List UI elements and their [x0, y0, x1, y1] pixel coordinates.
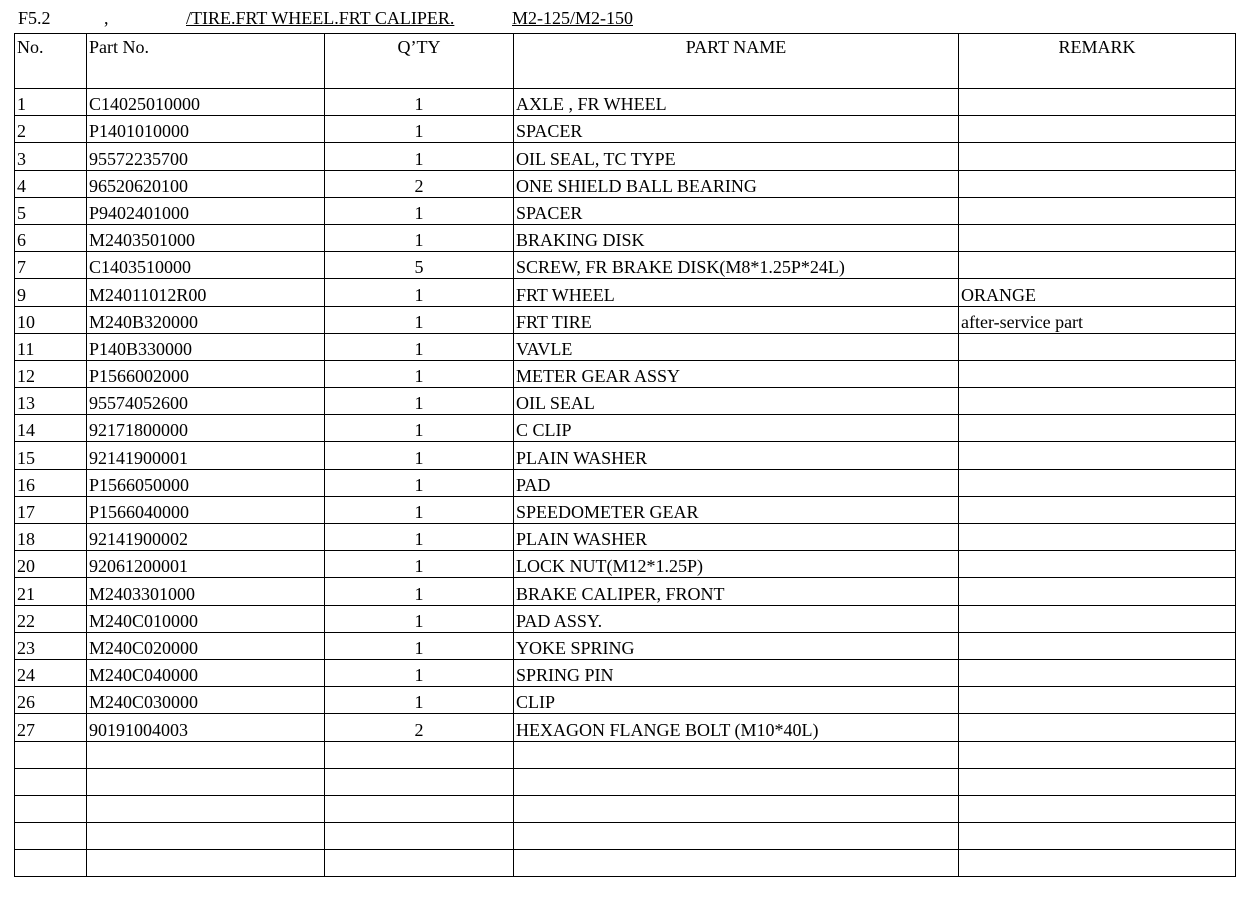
- cell-no: 16: [15, 469, 87, 496]
- cell-part-name: SPACER: [514, 197, 959, 224]
- cell-part-no: M240C030000: [87, 687, 325, 714]
- table-row: [15, 795, 1236, 822]
- parts-table-body: [15, 89, 1236, 877]
- cell-part-no: [87, 741, 325, 768]
- column-header-qty: Q’TY: [325, 34, 514, 89]
- cell-part-no: P140B330000: [87, 333, 325, 360]
- cell-qty: 1: [325, 605, 514, 632]
- cell-qty: [325, 850, 514, 877]
- cell-qty: 1: [325, 659, 514, 686]
- cell-part-name: BRAKING DISK: [514, 224, 959, 251]
- cell-part-no: C14025010000: [87, 89, 325, 116]
- cell-part-name: CLIP: [514, 687, 959, 714]
- cell-part-no: M2403301000: [87, 578, 325, 605]
- cell-part-name: SPRING PIN: [514, 659, 959, 686]
- cell-remark: [959, 605, 1236, 632]
- section-title: /TIRE.FRT WHEEL.FRT CALIPER.: [186, 8, 455, 28]
- cell-remark: [959, 197, 1236, 224]
- cell-part-no: M240B320000: [87, 306, 325, 333]
- table-row: [15, 714, 1236, 741]
- cell-no: [15, 768, 87, 795]
- cell-part-no: [87, 823, 325, 850]
- table-row: [15, 687, 1236, 714]
- cell-qty: 1: [325, 469, 514, 496]
- cell-no: 10: [15, 306, 87, 333]
- cell-no: 4: [15, 170, 87, 197]
- cell-part-no: 92141900001: [87, 442, 325, 469]
- cell-part-no: P1401010000: [87, 116, 325, 143]
- model-name: M2-125/M2-150: [512, 8, 633, 28]
- cell-part-name: YOKE SPRING: [514, 632, 959, 659]
- cell-no: 15: [15, 442, 87, 469]
- cell-no: 21: [15, 578, 87, 605]
- table-row: [15, 415, 1236, 442]
- cell-part-no: [87, 768, 325, 795]
- cell-no: 5: [15, 197, 87, 224]
- table-row: [15, 143, 1236, 170]
- table-row: [15, 469, 1236, 496]
- cell-no: 7: [15, 252, 87, 279]
- cell-qty: 1: [325, 415, 514, 442]
- cell-remark: [959, 850, 1236, 877]
- cell-part-name: AXLE , FR WHEEL: [514, 89, 959, 116]
- cell-qty: [325, 768, 514, 795]
- cell-part-name: PAD: [514, 469, 959, 496]
- cell-part-name: [514, 768, 959, 795]
- cell-remark: [959, 415, 1236, 442]
- cell-qty: 1: [325, 89, 514, 116]
- cell-qty: 1: [325, 442, 514, 469]
- table-row: [15, 578, 1236, 605]
- cell-remark: [959, 578, 1236, 605]
- cell-qty: 1: [325, 333, 514, 360]
- cell-part-name: C CLIP: [514, 415, 959, 442]
- cell-remark: [959, 659, 1236, 686]
- cell-part-name: FRT TIRE: [514, 306, 959, 333]
- cell-part-no: M2403501000: [87, 224, 325, 251]
- cell-qty: 1: [325, 496, 514, 523]
- cell-remark: [959, 768, 1236, 795]
- column-header-part-no: Part No.: [87, 34, 325, 89]
- cell-remark: [959, 687, 1236, 714]
- cell-part-no: 95572235700: [87, 143, 325, 170]
- cell-remark: [959, 632, 1236, 659]
- cell-qty: 1: [325, 578, 514, 605]
- table-row: [15, 306, 1236, 333]
- cell-qty: 1: [325, 551, 514, 578]
- cell-no: [15, 823, 87, 850]
- cell-qty: 1: [325, 360, 514, 387]
- cell-part-name: PLAIN WASHER: [514, 442, 959, 469]
- cell-qty: [325, 823, 514, 850]
- cell-remark: [959, 469, 1236, 496]
- cell-part-name: LOCK NUT(M12*1.25P): [514, 551, 959, 578]
- cell-part-no: M240C040000: [87, 659, 325, 686]
- cell-no: 22: [15, 605, 87, 632]
- table-row: [15, 89, 1236, 116]
- cell-part-no: 92061200001: [87, 551, 325, 578]
- header-comma: ,: [104, 8, 109, 28]
- cell-remark: [959, 496, 1236, 523]
- cell-part-name: ONE SHIELD BALL BEARING: [514, 170, 959, 197]
- cell-remark: [959, 143, 1236, 170]
- table-row: [15, 252, 1236, 279]
- cell-no: [15, 795, 87, 822]
- cell-remark: ORANGE: [959, 279, 1236, 306]
- cell-qty: 5: [325, 252, 514, 279]
- cell-part-no: P1566040000: [87, 496, 325, 523]
- cell-no: 23: [15, 632, 87, 659]
- cell-no: 20: [15, 551, 87, 578]
- cell-part-no: 90191004003: [87, 714, 325, 741]
- cell-part-name: SPEEDOMETER GEAR: [514, 496, 959, 523]
- cell-remark: [959, 823, 1236, 850]
- cell-remark: [959, 89, 1236, 116]
- table-row: [15, 632, 1236, 659]
- table-row: [15, 551, 1236, 578]
- cell-part-name: HEXAGON FLANGE BOLT (M10*40L): [514, 714, 959, 741]
- table-row: [15, 442, 1236, 469]
- cell-qty: 1: [325, 524, 514, 551]
- cell-remark: [959, 741, 1236, 768]
- cell-part-name: BRAKE CALIPER, FRONT: [514, 578, 959, 605]
- table-row: [15, 279, 1236, 306]
- cell-part-no: 96520620100: [87, 170, 325, 197]
- cell-part-no: 95574052600: [87, 388, 325, 415]
- cell-part-no: P9402401000: [87, 197, 325, 224]
- cell-no: 18: [15, 524, 87, 551]
- column-header-remark: REMARK: [959, 34, 1236, 89]
- cell-remark: [959, 551, 1236, 578]
- table-row: [15, 170, 1236, 197]
- cell-remark: [959, 524, 1236, 551]
- cell-part-no: [87, 850, 325, 877]
- cell-no: 2: [15, 116, 87, 143]
- cell-part-name: OIL SEAL: [514, 388, 959, 415]
- cell-remark: [959, 714, 1236, 741]
- cell-no: 6: [15, 224, 87, 251]
- cell-remark: [959, 116, 1236, 143]
- cell-qty: 2: [325, 714, 514, 741]
- table-row: [15, 388, 1236, 415]
- cell-remark: [959, 795, 1236, 822]
- cell-qty: 1: [325, 388, 514, 415]
- cell-no: 24: [15, 659, 87, 686]
- cell-part-name: [514, 795, 959, 822]
- table-row: [15, 333, 1236, 360]
- cell-part-no: 92171800000: [87, 415, 325, 442]
- cell-part-name: SPACER: [514, 116, 959, 143]
- column-header-no: No.: [15, 34, 87, 89]
- cell-no: 26: [15, 687, 87, 714]
- table-row: [15, 850, 1236, 877]
- cell-part-name: METER GEAR ASSY: [514, 360, 959, 387]
- cell-qty: [325, 795, 514, 822]
- cell-no: 17: [15, 496, 87, 523]
- table-row: [15, 741, 1236, 768]
- cell-part-no: M240C010000: [87, 605, 325, 632]
- table-row: [15, 524, 1236, 551]
- cell-qty: 1: [325, 116, 514, 143]
- cell-qty: 2: [325, 170, 514, 197]
- cell-no: 12: [15, 360, 87, 387]
- cell-qty: 1: [325, 197, 514, 224]
- cell-part-name: PAD ASSY.: [514, 605, 959, 632]
- table-row: [15, 605, 1236, 632]
- cell-remark: [959, 388, 1236, 415]
- table-header-row: [15, 34, 1236, 89]
- table-row: [15, 496, 1236, 523]
- cell-remark: after-service part: [959, 306, 1236, 333]
- cell-no: 9: [15, 279, 87, 306]
- table-row: [15, 360, 1236, 387]
- table-row: [15, 823, 1236, 850]
- cell-part-name: PLAIN WASHER: [514, 524, 959, 551]
- cell-part-name: SCREW, FR BRAKE DISK(M8*1.25P*24L): [514, 252, 959, 279]
- cell-qty: 1: [325, 687, 514, 714]
- cell-remark: [959, 360, 1236, 387]
- cell-no: [15, 741, 87, 768]
- cell-remark: [959, 252, 1236, 279]
- cell-part-name: [514, 850, 959, 877]
- cell-qty: 1: [325, 279, 514, 306]
- cell-part-no: M240C020000: [87, 632, 325, 659]
- cell-qty: 1: [325, 632, 514, 659]
- cell-part-no: 92141900002: [87, 524, 325, 551]
- parts-table: [14, 33, 1236, 877]
- cell-remark: [959, 333, 1236, 360]
- cell-part-no: M24011012R00: [87, 279, 325, 306]
- cell-part-name: [514, 741, 959, 768]
- table-row: [15, 659, 1236, 686]
- cell-no: 11: [15, 333, 87, 360]
- cell-qty: 1: [325, 143, 514, 170]
- cell-qty: 1: [325, 224, 514, 251]
- cell-no: 13: [15, 388, 87, 415]
- cell-part-no: [87, 795, 325, 822]
- cell-part-no: P1566050000: [87, 469, 325, 496]
- column-header-part-name: PART NAME: [514, 34, 959, 89]
- cell-part-no: P1566002000: [87, 360, 325, 387]
- cell-no: 3: [15, 143, 87, 170]
- section-code: F5.2: [18, 8, 51, 28]
- cell-part-name: OIL SEAL, TC TYPE: [514, 143, 959, 170]
- table-row: [15, 116, 1236, 143]
- cell-remark: [959, 442, 1236, 469]
- cell-no: 1: [15, 89, 87, 116]
- cell-remark: [959, 224, 1236, 251]
- cell-no: 27: [15, 714, 87, 741]
- cell-part-name: FRT WHEEL: [514, 279, 959, 306]
- table-row: [15, 224, 1236, 251]
- cell-part-name: VAVLE: [514, 333, 959, 360]
- cell-qty: 1: [325, 306, 514, 333]
- table-row: [15, 768, 1236, 795]
- cell-part-no: C1403510000: [87, 252, 325, 279]
- cell-no: [15, 850, 87, 877]
- cell-remark: [959, 170, 1236, 197]
- table-row: [15, 197, 1236, 224]
- cell-no: 14: [15, 415, 87, 442]
- cell-qty: [325, 741, 514, 768]
- cell-part-name: [514, 823, 959, 850]
